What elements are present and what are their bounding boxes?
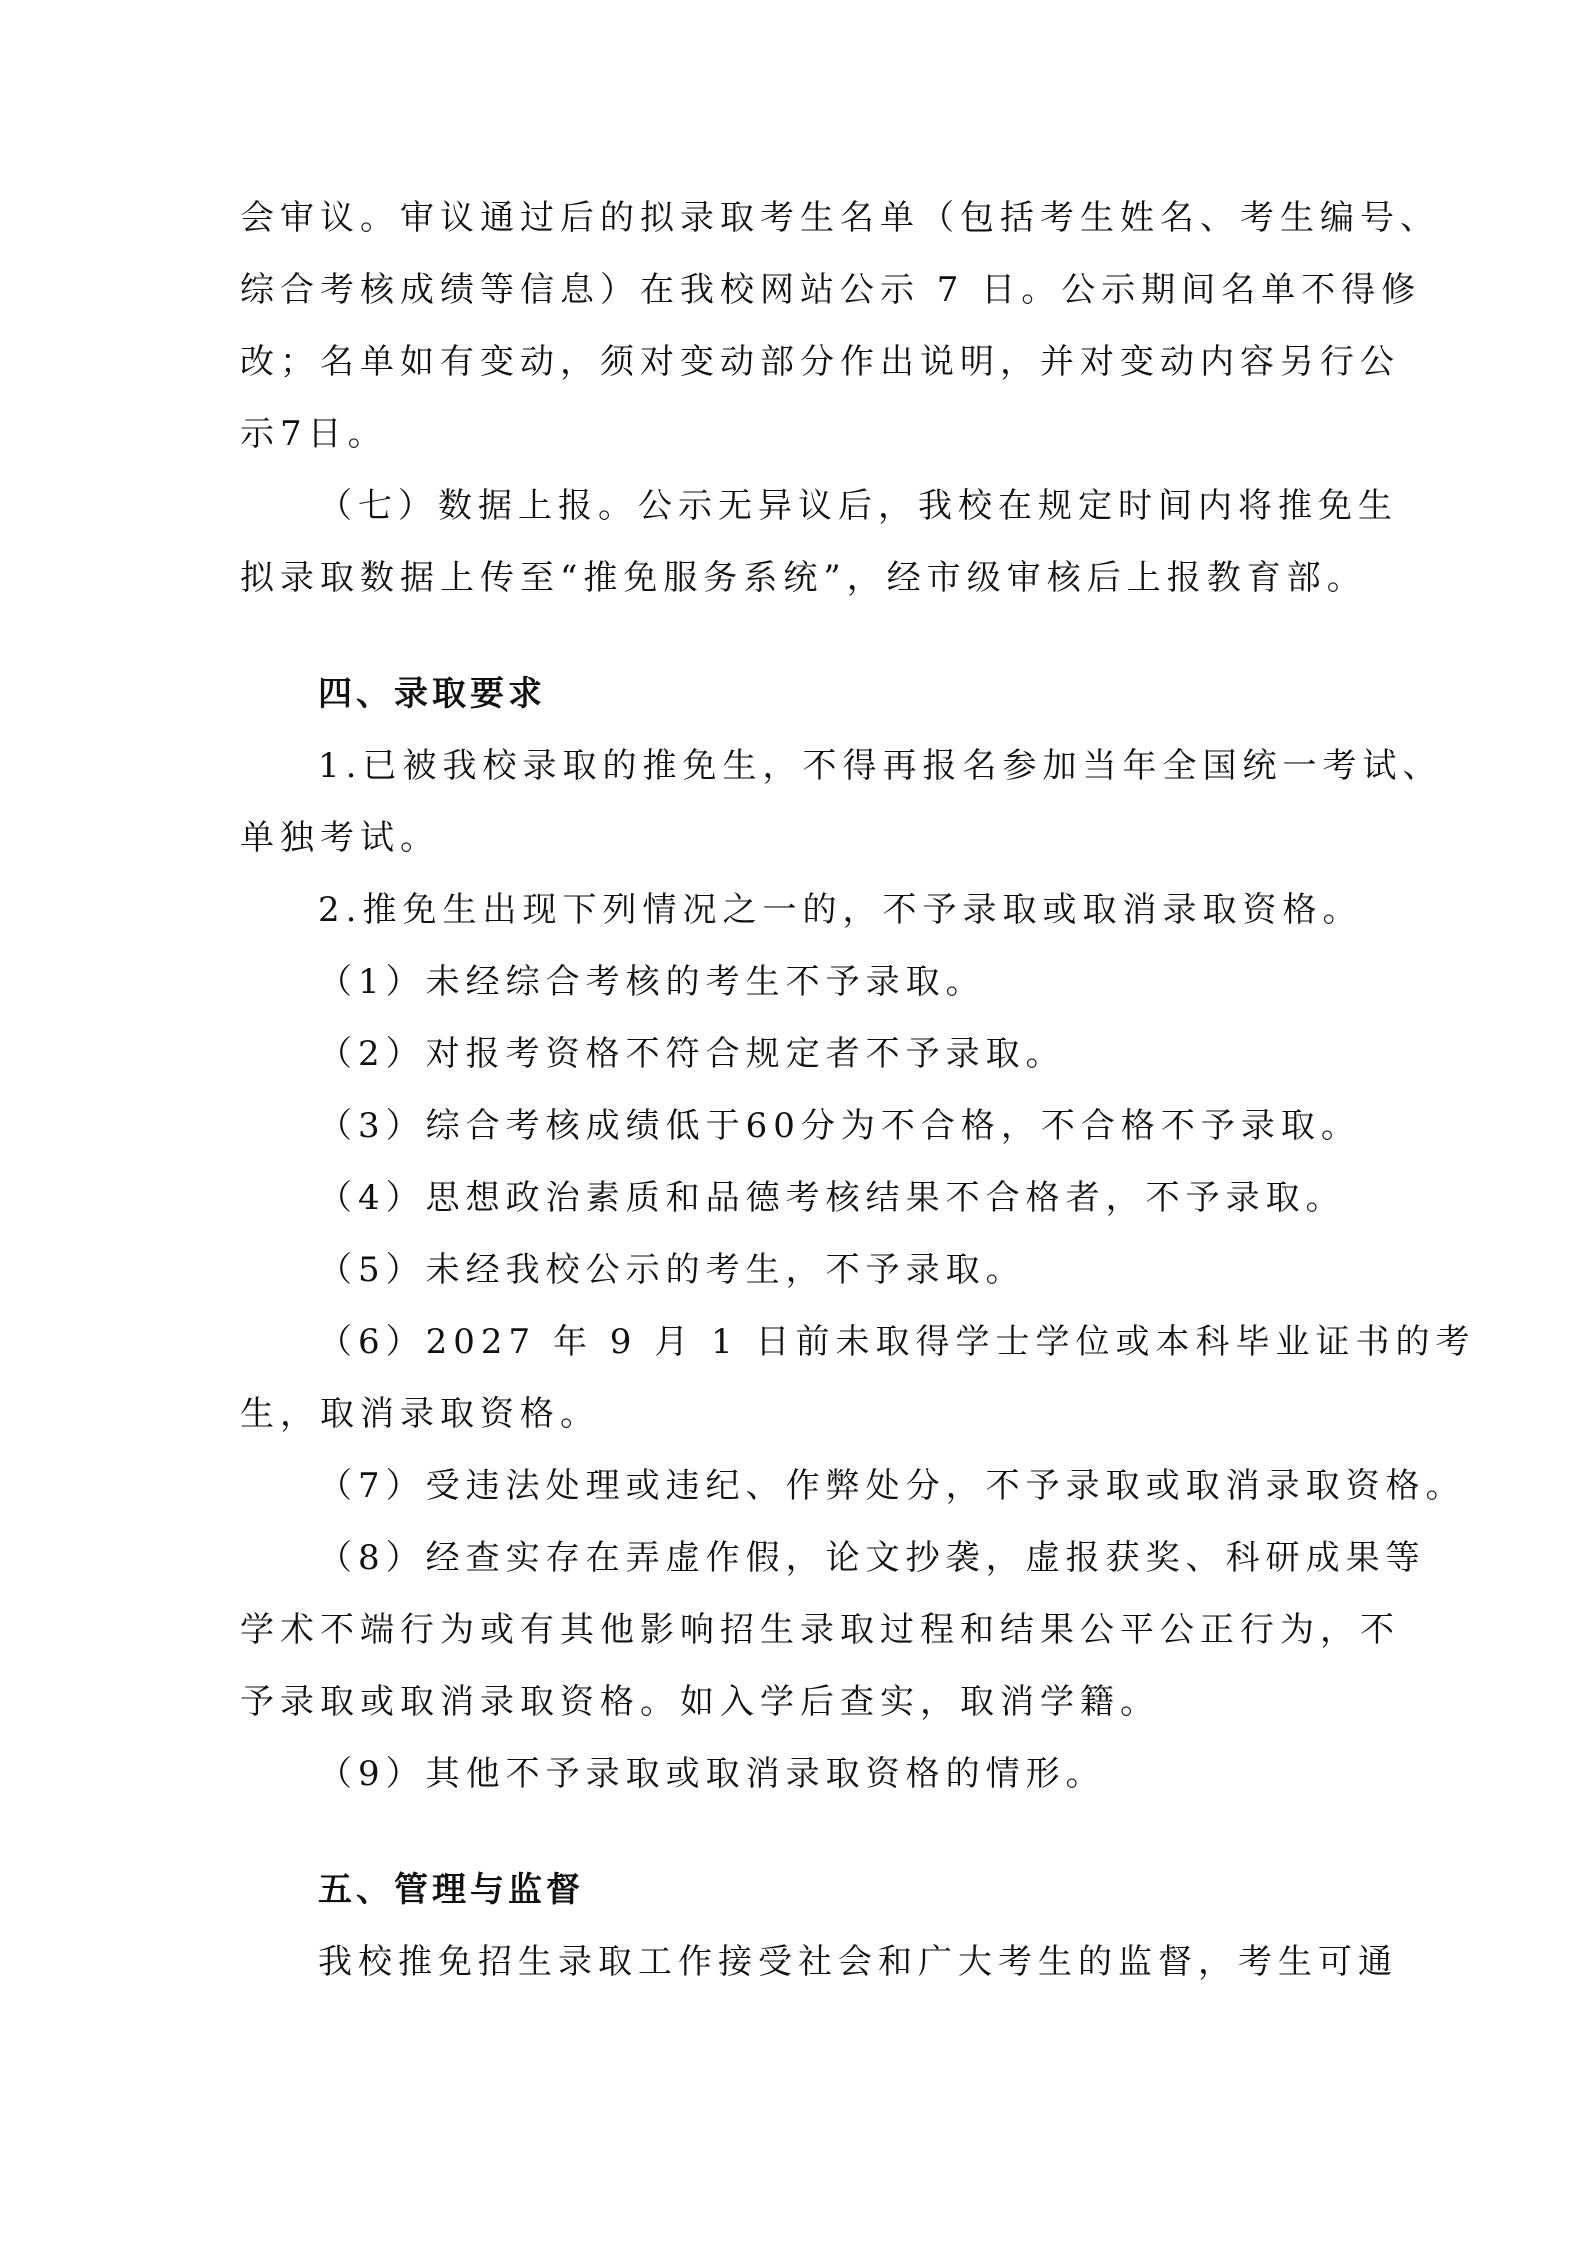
text-line (0, 1378, 1587, 1450)
list-item (0, 1738, 1587, 1810)
section-title: 四、录取要求 (318, 674, 546, 714)
list-item (0, 1522, 1587, 1594)
text-line (0, 730, 1587, 802)
paragraph-text: 单独考试。 (240, 818, 440, 858)
list-item-text: （1）未经综合考核的考生不予录取。 (318, 962, 986, 1002)
list-item (0, 946, 1587, 1018)
text-line (0, 1666, 1587, 1738)
paragraph-text: 拟录取数据上传至“推免服务系统”，经市级审核后上报教育部。 (240, 558, 1367, 598)
text-line (0, 326, 1587, 398)
text-line (0, 254, 1587, 326)
list-item-text: （7）受违法处理或违纪、作弊处分，不予录取或取消录取资格。 (318, 1466, 1466, 1506)
list-item-text: （8）经查实存在弄虚作假，论文抄袭，虚报获奖、科研成果等 (318, 1538, 1426, 1578)
text-line (0, 470, 1587, 542)
list-item (0, 1090, 1587, 1162)
list-item (0, 1162, 1587, 1234)
section-heading (0, 658, 1587, 730)
paragraph-text: 生，取消录取资格。 (240, 1394, 600, 1434)
paragraph-text: 我校推免招生录取工作接受社会和广大考生的监督，考生可通 (318, 1942, 1398, 1982)
text-line (0, 182, 1587, 254)
list-item (0, 1306, 1587, 1378)
section-heading (0, 1854, 1587, 1926)
paragraph-text: 综合考核成绩等信息）在我校网站公示 7 日。公示期间名单不得修 (240, 270, 1422, 310)
text-line (0, 398, 1587, 470)
list-item (0, 1450, 1587, 1522)
text-line (0, 542, 1587, 614)
paragraph-text: 1.已被我校录取的推免生，不得再报名参加当年全国统一考试、 (318, 746, 1443, 786)
text-line (0, 1594, 1587, 1666)
section-title: 五、管理与监督 (318, 1870, 584, 1910)
list-item-text: （5）未经我校公示的考生，不予录取。 (318, 1250, 1026, 1290)
text-line (0, 802, 1587, 874)
text-line (0, 874, 1587, 946)
paragraph-text: 学术不端行为或有其他影响招生录取过程和结果公平公正行为，不 (240, 1610, 1400, 1650)
list-item-text: （2）对报考资格不符合规定者不予录取。 (318, 1034, 1066, 1074)
text-line (0, 1926, 1587, 1998)
paragraph-text: 示7日。 (240, 414, 388, 454)
list-item-text: （4）思想政治素质和品德考核结果不合格者，不予录取。 (318, 1178, 1346, 1218)
paragraph-text: 改；名单如有变动，须对变动部分作出说明，并对变动内容另行公 (240, 342, 1400, 382)
list-item-text: （6）2027 年 9 月 1 日前未取得学士学位或本科毕业证书的考 (318, 1322, 1476, 1362)
paragraph-text: 会审议。审议通过后的拟录取考生名单（包括考生姓名、考生编号、 (240, 198, 1440, 238)
list-item-text: （9）其他不予录取或取消录取资格的情形。 (318, 1754, 1106, 1794)
paragraph-text: 予录取或取消录取资格。如入学后查实，取消学籍。 (240, 1682, 1160, 1722)
paragraph-text: 2.推免生出现下列情况之一的，不予录取或取消录取资格。 (318, 890, 1363, 930)
list-item-text: （3）综合考核成绩低于60分为不合格，不合格不予录取。 (318, 1106, 1361, 1146)
paragraph-text: （七）数据上报。公示无异议后，我校在规定时间内将推免生 (318, 486, 1398, 526)
list-item (0, 1018, 1587, 1090)
list-item (0, 1234, 1587, 1306)
